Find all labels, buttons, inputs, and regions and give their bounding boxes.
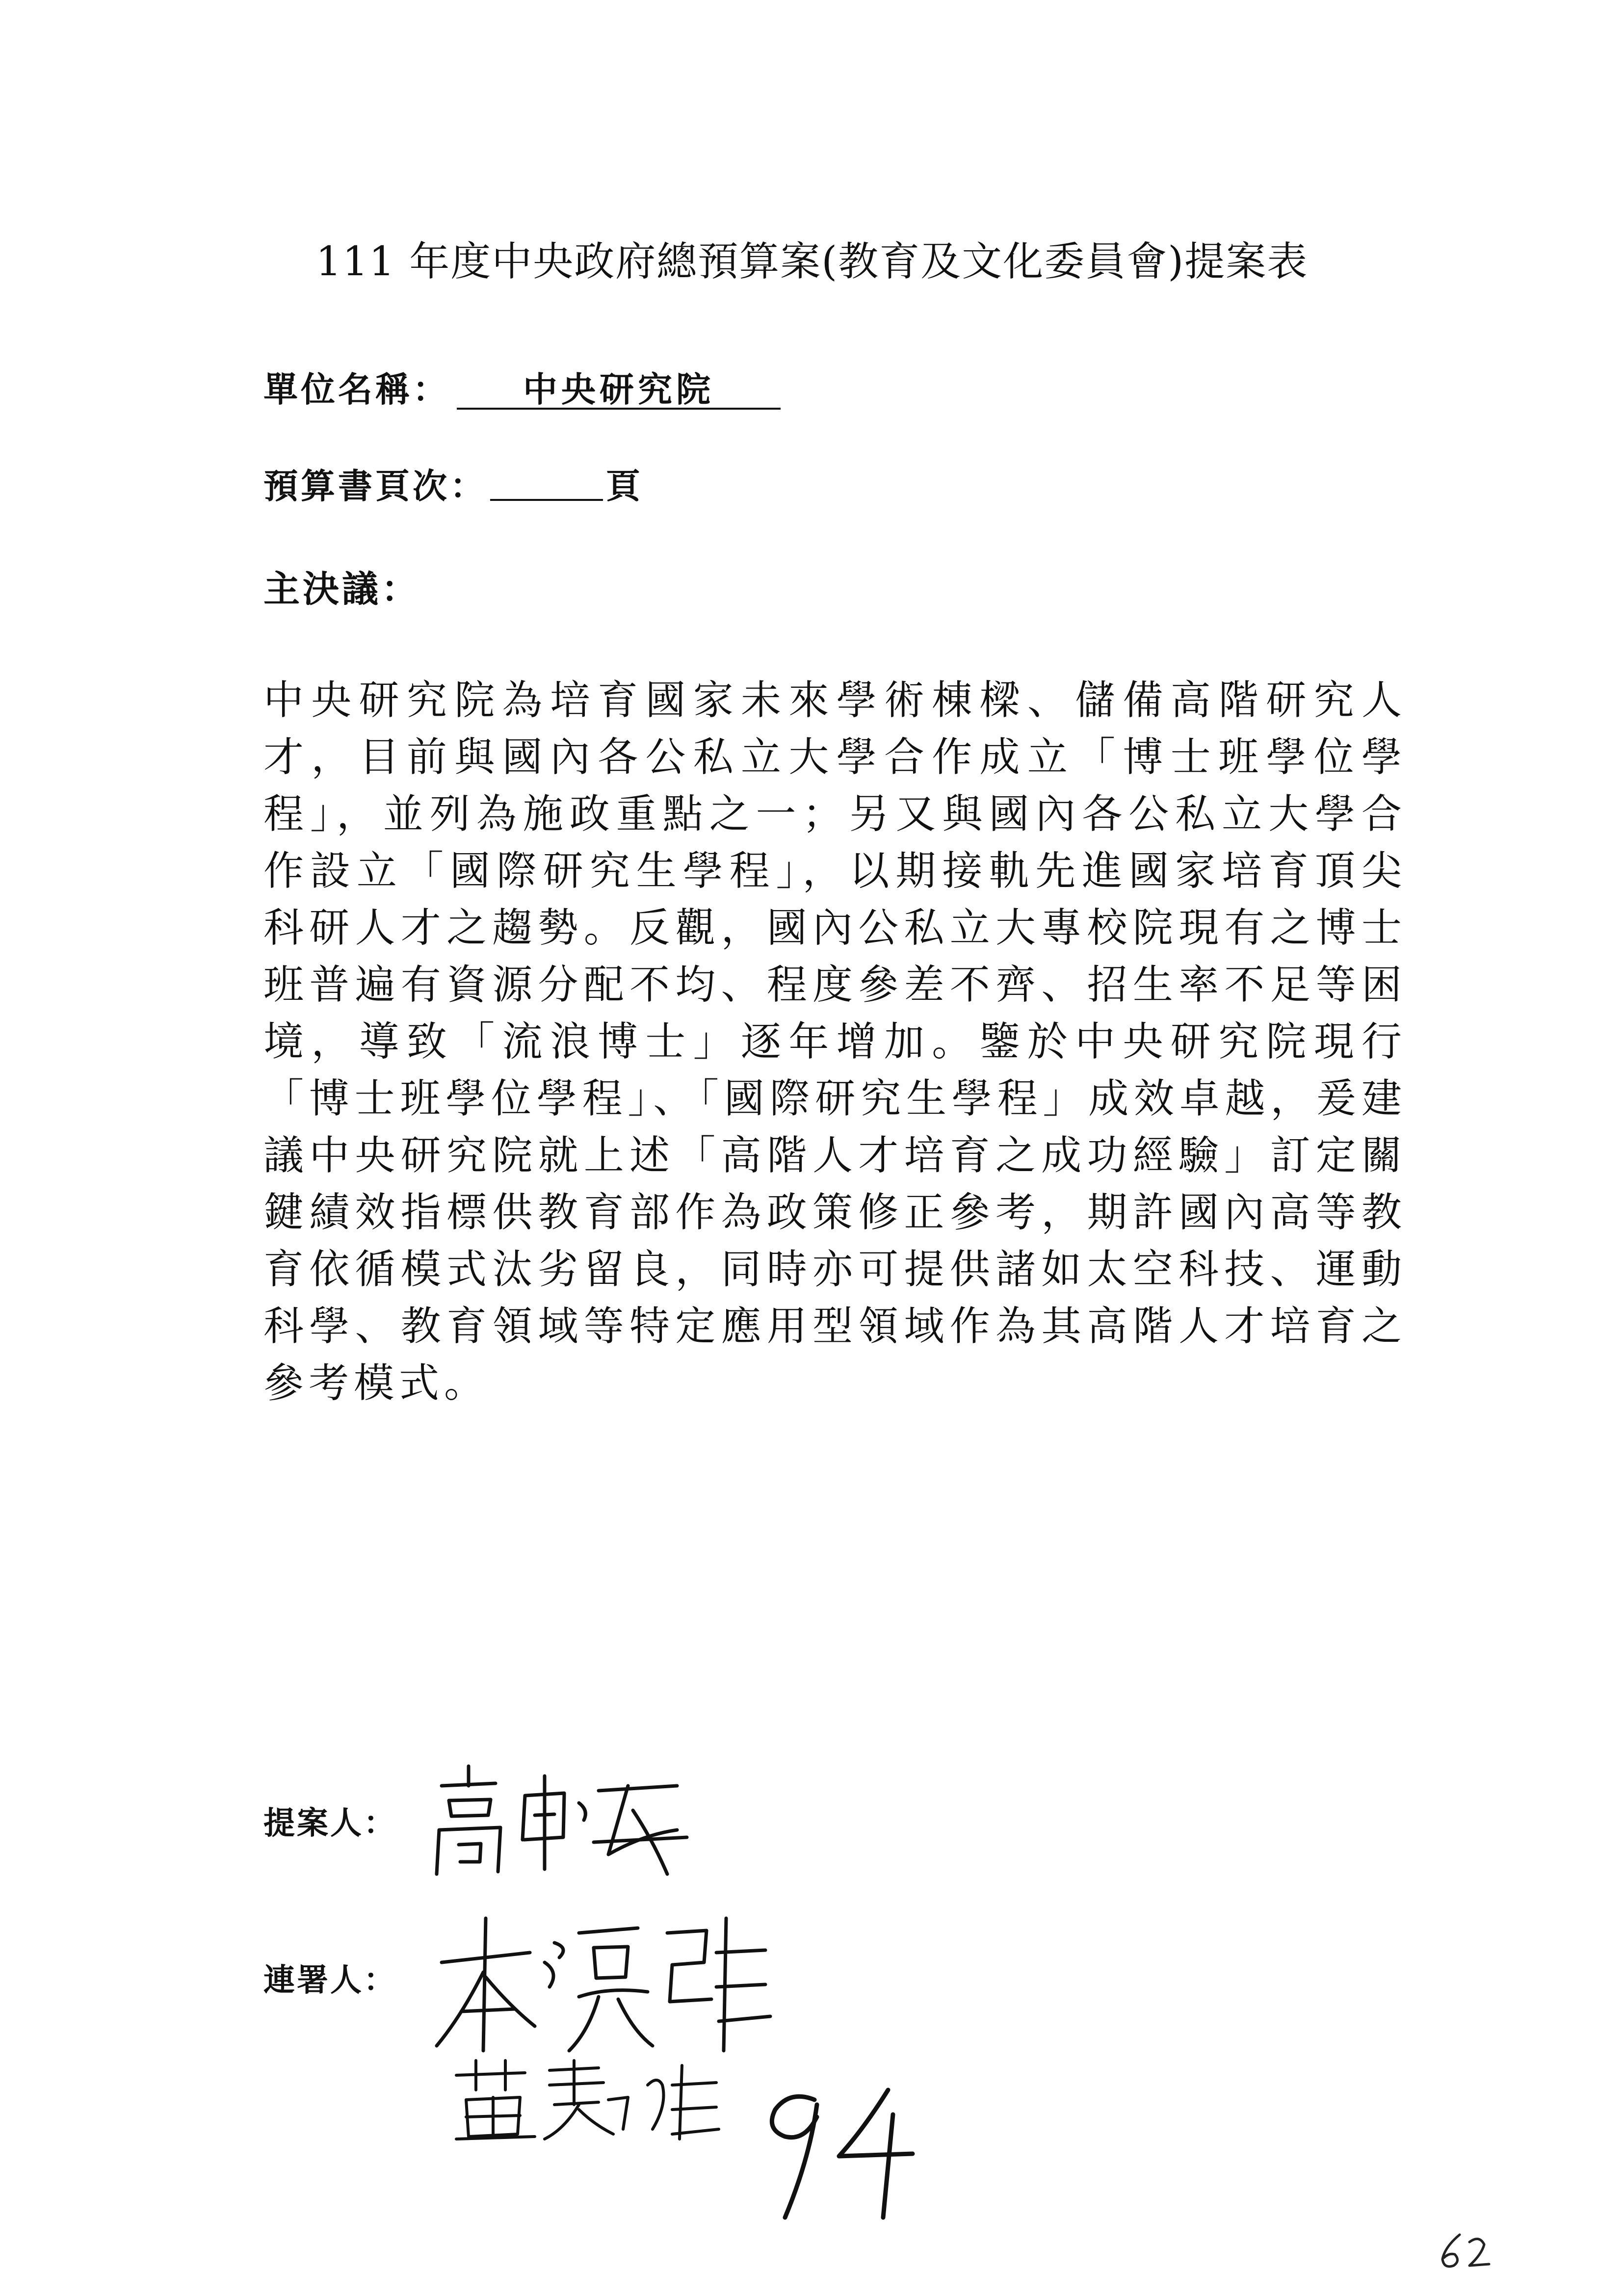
handwritten-number-icon bbox=[746, 2070, 932, 2227]
unit-field bbox=[263, 362, 781, 412]
resolution-heading: 主決議： bbox=[263, 568, 420, 610]
budget-page-label: 預算書頁次： bbox=[263, 466, 487, 506]
proposer-label: 提案人： bbox=[263, 1805, 397, 1842]
budget-page-blank bbox=[490, 469, 603, 501]
cosigner-signature-2-icon bbox=[451, 2056, 726, 2144]
budget-page-field bbox=[263, 459, 643, 508]
cosigner-signature-1-icon bbox=[432, 1904, 775, 2065]
budget-page-suffix: 頁 bbox=[606, 466, 643, 506]
unit-value: 中央研究院 bbox=[457, 371, 781, 410]
unit-label: 單位名稱： bbox=[263, 369, 450, 410]
page-number-icon bbox=[1435, 2227, 1494, 2271]
proposer-signature-icon bbox=[422, 1756, 697, 1884]
cosigner-label: 連署人： bbox=[263, 1962, 397, 1999]
resolution-body: 中央研究院為培育國家未來學術棟樑、儲備高階研究人才，目前與國內各公私立大學合作成立「博士班學位學程」，並列為施政重點之一；另又與國內各公私立大學合作設立「國際研究生學程」，以期接軌先進國家培育頂尖科研人才之趨勢。反觀，國內公私立大專校院現有之博士班普遍有資源分配不均、程度參差不齊、招生率不足等困境，導致「流浪博士」逐年增加。鑒於中央研究院現行「博士班學位學程」、「國際研究生學程」成效卓越，爰建議中央研究院就上述「高階人才培育之成功經驗」訂定關鍵績效指標供教育部作為政策修正參考，期許國內高等教育依循模式汰劣留良，同時亦可提供諸如太空科技、運動科學、教育領域等特定應用型領域作為其高階人才培育之參考模式。 bbox=[263, 677, 1407, 1407]
document-title: 111 年度中央政府總預算案(教育及文化委員會)提案表 bbox=[315, 238, 1309, 285]
